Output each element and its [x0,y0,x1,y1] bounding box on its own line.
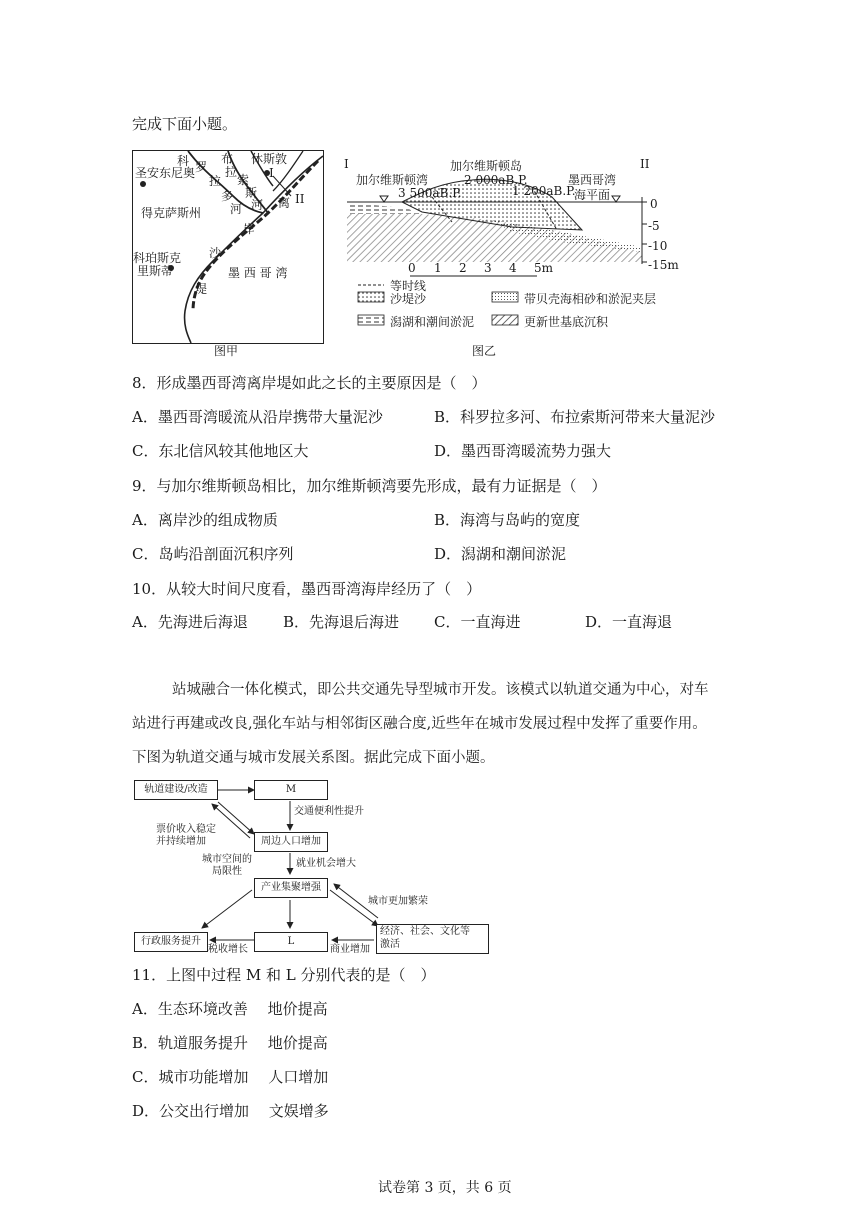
depth-0: 0 [650,197,658,211]
box-population: 周边人口增加 [254,832,328,852]
section-mark-right: II [640,157,650,171]
q8-option-b: B．科罗拉多河、布拉索斯河带来大量泥沙 [434,408,716,426]
label-corpus-2: 里斯蒂 [137,264,174,278]
label-fare: 票价收入稳定 [156,824,216,835]
q8-option-c: C．东北信风较其他地区大 [132,442,309,460]
island-label: 加尔维斯顿岛 [450,159,523,173]
depth-10: -10 [648,239,668,253]
box-m: M [254,780,328,800]
label-limit: 城市空间的 [202,854,252,865]
scale-1: 1 [434,261,442,275]
map-figure [132,150,324,344]
q9-option-b: B．海湾与岛屿的宽度 [434,511,581,529]
label-prosper: 城市更加繁荣 [368,896,428,907]
label-texas: 得克萨斯州 [141,206,202,220]
island-age: 2 000aB.P. [464,173,528,187]
legend-isochrone: 等时线 [390,279,427,293]
scale-4: 4 [509,261,517,275]
label-convenience: 交通便利性提升 [294,806,364,817]
box-econ-line-1: 经济、社会、文化等 [380,926,470,937]
label-si: 斯 [245,186,258,200]
paragraph-line-2: 站进行再建或改良,强化车站与相邻街区融合度,近些年在城市发展过程中发挥了重要作用。 [132,716,707,732]
depth-5: -5 [648,219,660,233]
label-fare-2: 并持续增加 [156,836,206,847]
legend-lagoon: 潟湖和潮间淤泥 [390,315,475,329]
label-limit-2: 局限性 [212,866,242,877]
q8-stem: 8．形成墨西哥湾离岸堤如此之长的主要原因是（ ） [132,374,487,392]
q9-option-a: A．离岸沙的组成物质 [132,511,278,529]
q11-stem: 11．上图中过程 M 和 L 分别代表的是（ ） [132,966,436,984]
bay-age: 3 500aB.P. [398,186,462,200]
q10-option-c: C．一直海进 [434,613,521,631]
q10-option-d: D．一直海退 [585,613,673,631]
box-rail: 轨道建设/改造 [134,780,218,800]
label-luo: 罗 [195,160,208,174]
paragraph-line-1: 站城融合一体化模式，即公共交通先导型城市开发。该模式以轨道交通为中心，对车 [172,682,709,698]
legend-pleistocene: 更新世基底沉积 [524,315,609,329]
label-corpus: 科珀斯克 [133,251,182,265]
q10-option-b: B．先海退后海进 [283,613,400,631]
label-sha: 沙 [209,246,222,260]
figure-jia-caption: 图甲 [214,344,239,358]
label-la: 拉 [209,174,222,188]
intro-text: 完成下面小题。 [132,115,238,133]
box-econ-line-2: 激活 [380,939,400,950]
paragraph-line-3: 下图为轨道交通与城市发展关系图。据此完成下面小题。 [132,750,495,766]
label-an: 岸 [243,222,256,236]
figure-yi-caption: 图乙 [472,344,497,358]
label-li: 离 [278,196,291,210]
sea-level-label: 海平面 [574,188,611,202]
box-admin: 行政服务提升 [134,932,208,952]
bay-label: 加尔维斯顿湾 [356,173,429,187]
label-jobs: 就业机会增大 [296,858,356,869]
label-duo: 多 [221,189,234,203]
label-di: 堤 [195,282,208,296]
label-ke: 科 [177,154,190,168]
scale-2: 2 [459,261,467,275]
label-he: 河 [230,202,243,216]
depth-15: -15m [648,258,679,272]
page-footer: 试卷第 3 页，共 6 页 [378,1180,512,1196]
q11-option-d: D．公交出行增加 文娱增多 [132,1102,329,1120]
q11-option-b: B．轨道服务提升 地价提高 [132,1034,328,1052]
q11-option-a: A．生态环境改善 地价提高 [132,1000,328,1018]
label-suo: 索 [237,173,250,187]
label-mark-2: II [295,192,305,206]
section-mark-left: I [344,157,349,171]
q11-option-c: C．城市功能增加 人口增加 [132,1068,329,1086]
gulf-label: 墨西哥湾 [568,173,617,187]
q9-stem: 9．与加尔维斯顿岛相比，加尔维斯顿湾要先形成，最有力证据是（ ） [132,477,607,495]
q10-option-a: A．先海进后海退 [132,613,248,631]
q9-option-c: C．岛屿沿剖面沉积序列 [132,545,294,563]
label-san-antonio: 圣安东尼奥 [135,166,196,180]
cross-section-figure [342,152,682,337]
scale-3: 3 [484,261,492,275]
label-la2: 拉 [225,165,238,179]
label-he2: 河 [251,198,264,212]
box-industry: 产业集聚增强 [254,878,328,898]
scale-0: 0 [408,261,416,275]
label-commerce: 商业增加 [330,944,370,955]
box-l: L [254,932,328,952]
label-bu: 布 [221,152,234,166]
q10-stem: 10．从较大时间尺度看，墨西哥湾海岸经历了（ ） [132,580,482,598]
label-houston: 休斯敦 [251,152,288,166]
label-tax: 税收增长 [208,944,248,955]
label-gulf: 墨 西 哥 湾 [228,266,288,280]
legend-shell: 带贝壳海相砂和淤泥夹层 [524,292,657,306]
flow-diagram [132,778,488,958]
legend-sand: 沙堤沙 [390,292,427,306]
q8-option-d: D．墨西哥湾暖流势力强大 [434,442,612,460]
q9-option-d: D．潟湖和潮间淤泥 [434,545,567,563]
label-mark-1: I [269,166,274,180]
scale-5: 5m [534,261,554,275]
box-econ [376,924,489,954]
mid-age: 1 200aB.P. [512,184,576,198]
q8-option-a: A．墨西哥湾暖流从沿岸携带大量泥沙 [132,408,383,426]
